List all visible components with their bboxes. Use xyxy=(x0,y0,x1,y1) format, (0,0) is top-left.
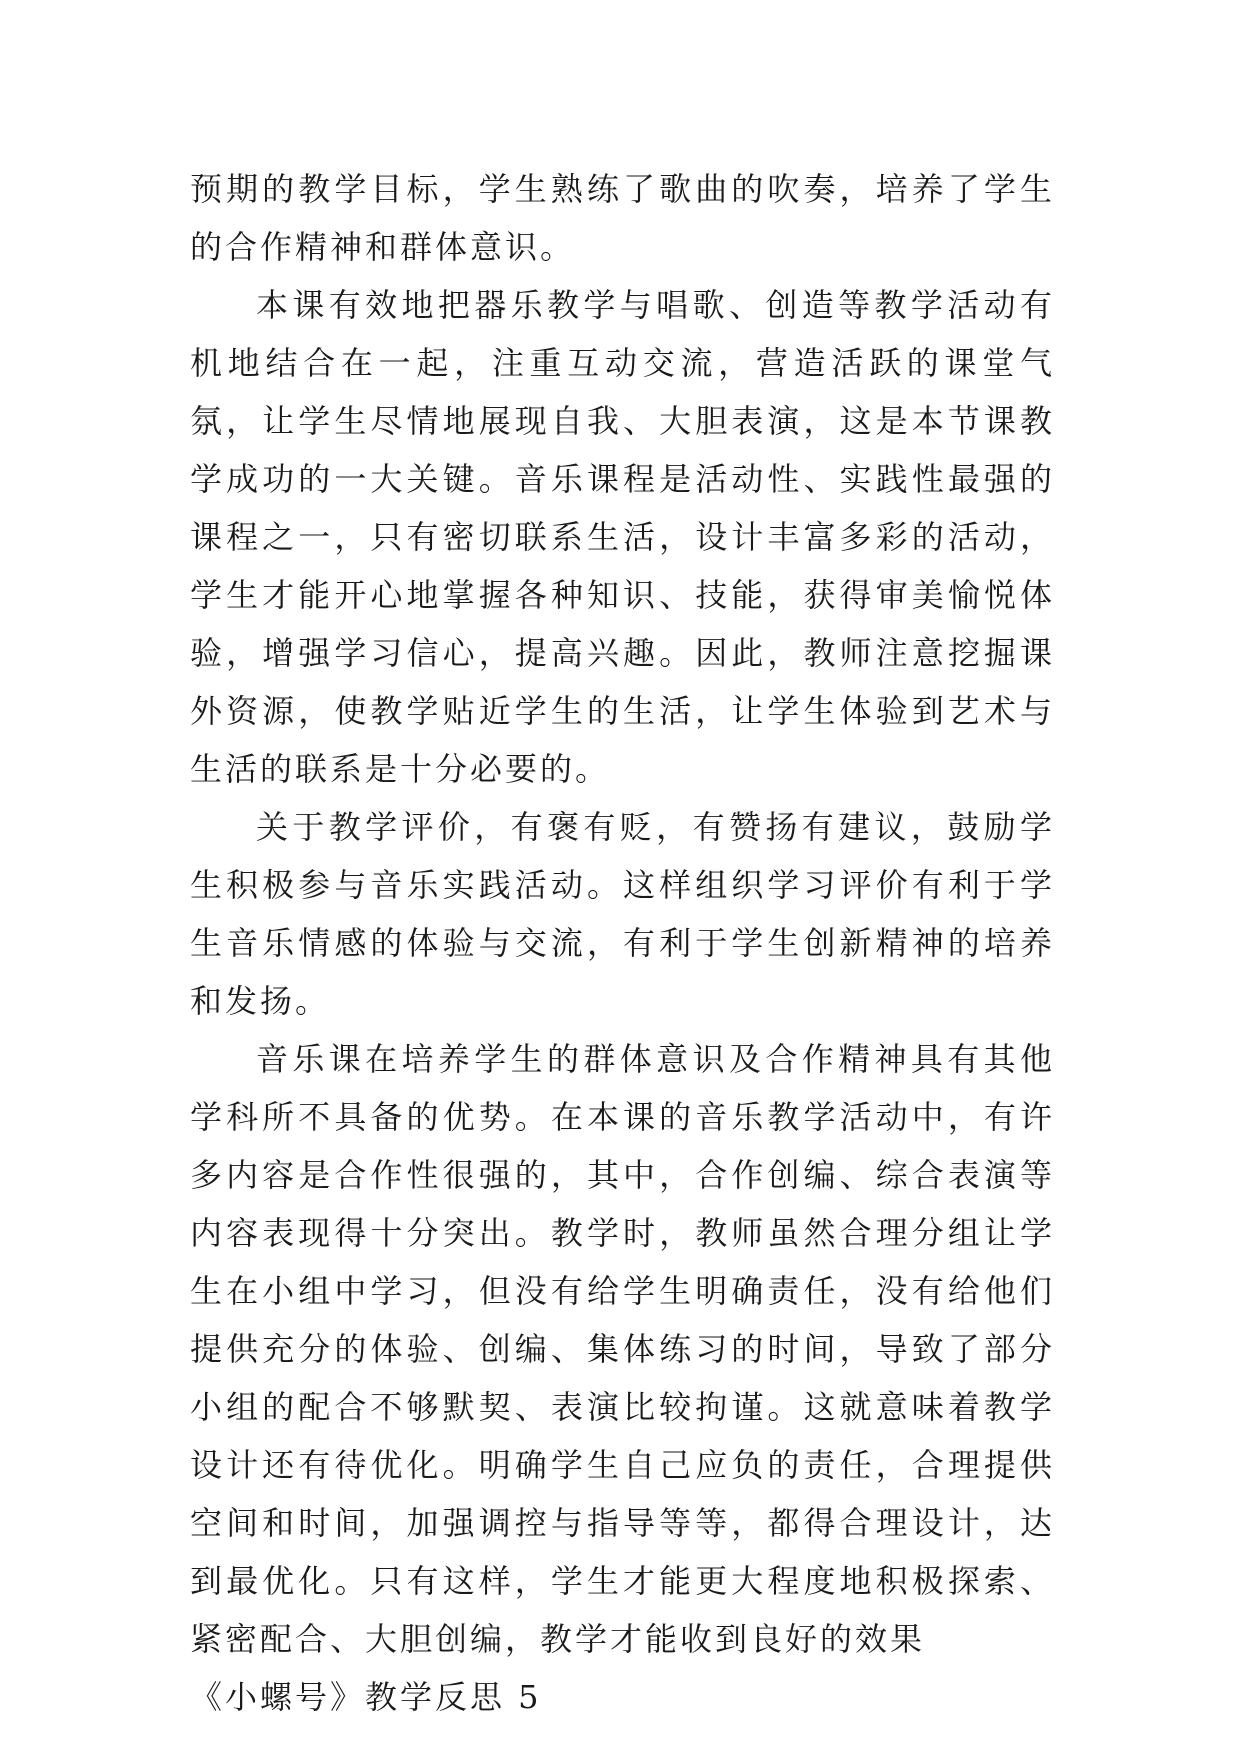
paragraph-3: 关于教学评价，有褒有贬，有赞扬有建议，鼓励学生积极参与音乐实践活动。这样组织学习评价有利于学生音乐情感的体验与交流，有利于学生创新精神的培养和发扬。 xyxy=(190,808,1055,1020)
section-heading: 《小螺号》教学反思 5 xyxy=(190,1678,542,1716)
paragraph-2: 本课有效地把器乐教学与唱歌、创造等教学活动有机地结合在一起，注重互动交流，营造活跃的课堂气氛，让学生尽情地展现自我、大胆表演，这是本节课教学成功的一大关键。音乐课程是活动性、实践性最强的课程之一，只有密切联系生活，设计丰富多彩的活动，学生才能开心地掌握各种知识、技能，获得审美愉悦体验，增强学习信心，提高兴趣。因此，教师注意挖掘课外资源，使教学贴近学生的生活，让学生体验到艺术与生活的联系是十分必要的。 xyxy=(190,286,1055,788)
paragraph-4: 音乐课在培养学生的群体意识及合作精神具有其他学科所不具备的优势。在本课的音乐教学活动中，有许多内容是合作性很强的，其中，合作创编、综合表演等内容表现得十分突出。教学时，教师虽然合理分组让学生在小组中学习，但没有给学生明确责任，没有给他们提供充分的体验、创编、集体练习的时间，导致了部分小组的配合不够默契、表演比较拘谨。这就意味着教学设计还有待优化。明确学生自己应负的责任，合理提供空间和时间，加强调控与指导等等，都得合理设计，达到最优化。只有这样，学生才能更大程度地积极探索、紧密配合、大胆创编，教学才能收到良好的效果 xyxy=(190,1040,1055,1658)
paragraph-1: 预期的教学目标，学生熟练了歌曲的吹奏，培养了学生的合作精神和群体意识。 xyxy=(190,170,1055,266)
document-body xyxy=(190,160,1055,1726)
